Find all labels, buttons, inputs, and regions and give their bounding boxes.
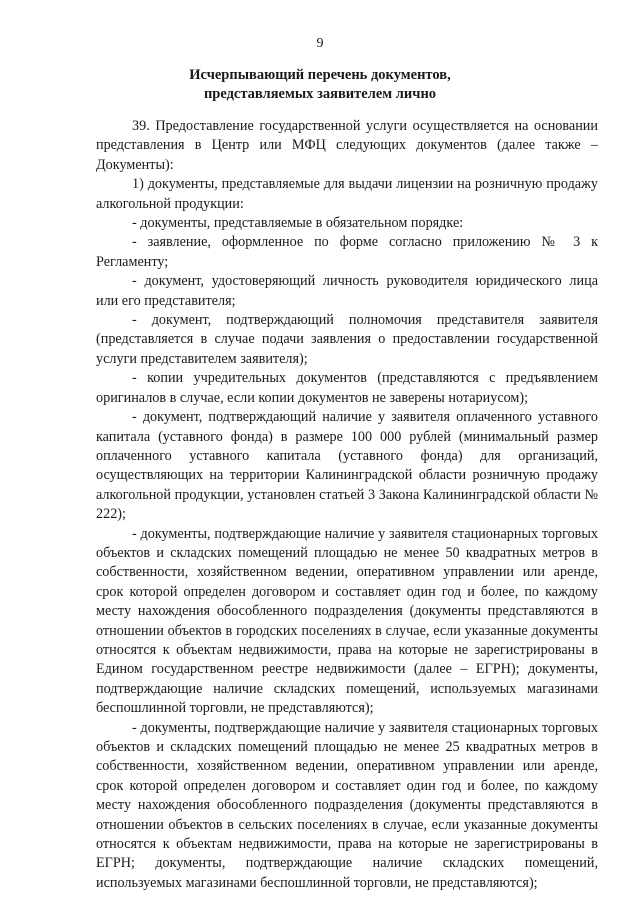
section-heading [0, 66, 640, 104]
paragraph: - документ, удостоверяющий личность руководителя юридического лица или его представителя; [96, 273, 598, 309]
paragraph: - документы, подтверждающие наличие у заявителя стационарных торговых объектов и складских помещений площадью не менее 50 квадратных метров в собственности, хозяйственном ведении, оперативном управлении или аренде, срок которой определен договором и составляет один год и более, по каждому месту нахождения обособленного подразделения (документы представляются в отношении объектов в городских поселениях в случае, если указанные документы относятся к объектам недвижимости, права на которые не зарегистрированы в Едином государственном реестре недвижимости (далее – ЕГРН); документы, подтверждающие наличие складских помещений, используемых магазинами беспошлинной торговли, не представляются); [96, 525, 598, 717]
paragraph: 39. Предоставление государственной услуги осуществляется на основании представления в Центр или МФЦ следующих документов (далее также – Документы): [96, 118, 598, 173]
section-heading-line-1: Исчерпывающий перечень документов, [189, 67, 451, 83]
paragraph: - копии учредительных документов (представляются с предъявлением оригиналов в случае, если копии документов не заверены нотариусом); [96, 370, 598, 406]
body-text [96, 117, 598, 893]
paragraph: - документы, представляемые в обязательном порядке: [132, 215, 464, 232]
paragraph: - заявление, оформленное по форме согласно приложению № 3 к Регламенту; [96, 234, 598, 270]
paragraph: 1) документы, представляемые для выдачи лицензии на розничную продажу алкогольной продукции: [96, 176, 598, 212]
section-heading-line-2: представляемых заявителем лично [203, 86, 437, 102]
page-number: 9 [316, 36, 324, 51]
paragraph: - документы, подтверждающие наличие у заявителя стационарных торговых объектов и складских помещений площадью не менее 25 квадратных метров в собственности, хозяйственном ведении, оперативном управлении или аренде, срок которой определен договором и составляет один год и более, по каждому месту нахождения обособленного подразделения (документы представляются в отношении объектов в сельских поселениях в случае, если указанные документы относятся к объектам недвижимости, права на которые не зарегистрированы в ЕГРН; документы, подтверждающие наличие складских помещений, используемых магазинами беспошлинной торговли, не представляются); [96, 719, 598, 891]
paragraph: - документ, подтверждающий полномочия представителя заявителя (представляется в случае подачи заявления о предоставлении государственной услуги представителем заявителя); [96, 312, 598, 367]
paragraph: - документ, подтверждающий наличие у заявителя оплаченного уставного капитала (уставного фонда) в размере 100 000 рублей (минимальный размер оплаченного уставного капитала (уставного фонда) для организаций, осуществляющих на территории Калининградской области розничную продажу алкогольной продукции, установлен статьей 3 Закона Калининградской области № 222); [96, 409, 598, 523]
